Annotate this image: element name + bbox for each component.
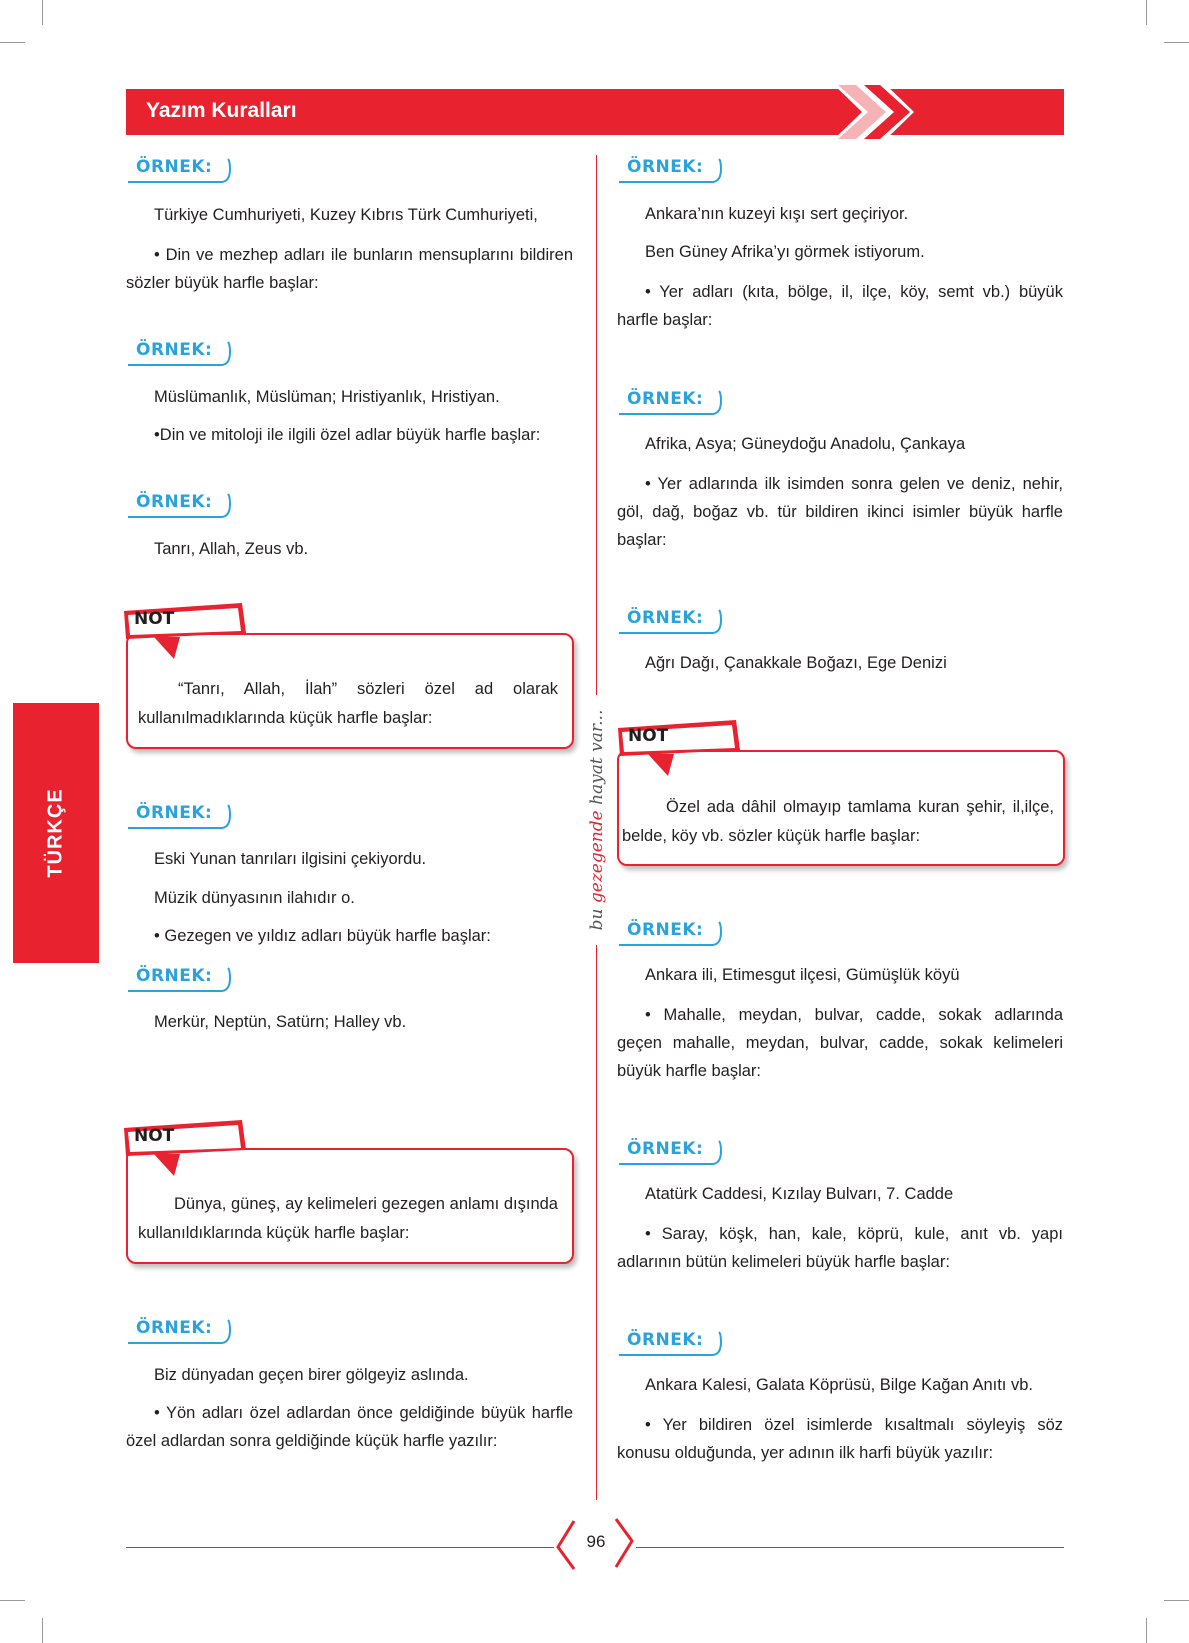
- note-text: “Tanrı, Allah, İlah” sözleri özel ad olarak kullanılmadıklarında küçük harfle başlar:: [138, 680, 558, 727]
- body-text: •Din ve mitoloji ile ilgili özel adlar büyük harfle başlar:: [154, 426, 541, 444]
- ornek-label: ÖRNEK:: [126, 340, 236, 366]
- ornek-label: ÖRNEK:: [126, 966, 236, 992]
- body-text: • Din ve mezhep adları ile bunların mensuplarını bildiren sözler büyük harfle başlar:: [126, 246, 573, 292]
- body-text: • Yer adlarında ilk isimden sonra gelen ve deniz, nehir, göl, dağ, boğaz vb. tür bildiren ikinci isimler büyük harfle başlar:: [617, 475, 1063, 549]
- ornek-label: ÖRNEK:: [126, 803, 236, 829]
- ornek-label: ÖRNEK:: [617, 389, 727, 415]
- body-text: Türkiye Cumhuriyeti, Kuzey Kıbrıs Türk Cumhuriyeti,: [154, 206, 538, 224]
- body-text: Eski Yunan tanrıları ilgisini çekiyordu.: [154, 850, 427, 868]
- vertical-slogan: bu gezegende hayat var...: [587, 709, 607, 931]
- note-text: Dünya, güneş, ay kelimeleri gezegen anlamı dışında kullanıldıklarında küçük harfle başlar:: [138, 1195, 558, 1242]
- ornek-label: ÖRNEK:: [617, 920, 727, 946]
- body-text: • Yön adları özel adlardan önce geldiğinde büyük harfle özel adlardan sonra geldiğinde küçük harfle yazılır:: [126, 1404, 573, 1450]
- body-text: Tanrı, Allah, Zeus vb.: [154, 540, 309, 558]
- side-tab: [13, 703, 99, 963]
- crop-mark: [42, 1618, 43, 1643]
- side-tab-label: TÜRKÇE: [44, 788, 67, 878]
- body-text: Atatürk Caddesi, Kızılay Bulvarı, 7. Cadde: [645, 1185, 954, 1203]
- body-text: • Yer adları (kıta, bölge, il, ilçe, köy, semt vb.) büyük harfle başlar:: [617, 283, 1063, 329]
- section-header: [126, 89, 1064, 135]
- ornek-label: ÖRNEK:: [617, 157, 727, 183]
- body-text: Müslümanlık, Müslüman; Hristiyanlık, Hristiyan.: [154, 388, 500, 406]
- ornek-label: ÖRNEK:: [617, 1330, 727, 1356]
- column-divider: [596, 945, 597, 1500]
- note-tag: NOT: [618, 720, 742, 790]
- note-tag: NOT: [124, 603, 248, 673]
- note-text: Özel ada dâhil olmayıp tamlama kuran şehir, il,ilçe, belde, köy vb. sözler küçük harfle başlar:: [622, 798, 1054, 845]
- crop-mark: [1164, 42, 1189, 43]
- crop-mark: [0, 42, 25, 43]
- crop-mark: [1164, 1600, 1189, 1601]
- ornek-label: ÖRNEK:: [617, 608, 727, 634]
- page-number: 96: [586, 1532, 606, 1551]
- ornek-label: ÖRNEK:: [617, 1139, 727, 1165]
- body-text: • Saray, köşk, han, kale, köprü, kule, anıt vb. yapı adlarının bütün kelimeleri büyük harfle başlar:: [617, 1225, 1063, 1271]
- body-text: Afrika, Asya; Güneydoğu Anadolu, Çankaya: [645, 435, 966, 453]
- body-text: Biz dünyadan geçen birer gölgeyiz aslında.: [154, 1366, 469, 1384]
- note-tag: NOT: [124, 1120, 248, 1190]
- ornek-label: ÖRNEK:: [126, 492, 236, 518]
- crop-mark: [0, 1600, 25, 1601]
- body-text: • Gezegen ve yıldız adları büyük harfle başlar:: [154, 927, 491, 945]
- column-divider: [596, 155, 597, 695]
- crop-mark: [1146, 0, 1147, 25]
- body-text: Merkür, Neptün, Satürn; Halley vb.: [154, 1013, 407, 1031]
- ornek-label: ÖRNEK:: [126, 1318, 236, 1344]
- body-text: Ben Güney Afrika’yı görmek istiyorum.: [645, 243, 925, 261]
- footer-rule: [126, 1547, 554, 1548]
- body-text: • Mahalle, meydan, bulvar, cadde, sokak adlarında geçen mahalle, meydan, bulvar, cadde, sokak kelimeleri büyük harfle başlar:: [617, 1006, 1063, 1080]
- crop-mark: [1146, 1618, 1147, 1643]
- ornek-label: ÖRNEK:: [126, 157, 236, 183]
- body-text: Müzik dünyasının ilahıdır o.: [154, 889, 355, 907]
- body-text: Ankara ili, Etimesgut ilçesi, Gümüşlük köyü: [645, 966, 960, 984]
- footer-rule: [636, 1547, 1064, 1548]
- chevron-arrows-icon: [794, 81, 914, 143]
- crop-mark: [42, 0, 43, 25]
- body-text: • Yer bildiren özel isimlerde kısaltmalı söyleyiş söz konusu olduğunda, yer adının ilk harfi büyük yazılır:: [617, 1416, 1063, 1462]
- body-text: Ağrı Dağı, Çanakkale Boğazı, Ege Denizi: [645, 654, 947, 672]
- body-text: Ankara Kalesi, Galata Köprüsü, Bilge Kağan Anıtı vb.: [645, 1376, 1033, 1394]
- section-title: Yazım Kuralları: [146, 99, 297, 122]
- body-text: Ankara’nın kuzeyi kışı sert geçiriyor.: [645, 205, 909, 223]
